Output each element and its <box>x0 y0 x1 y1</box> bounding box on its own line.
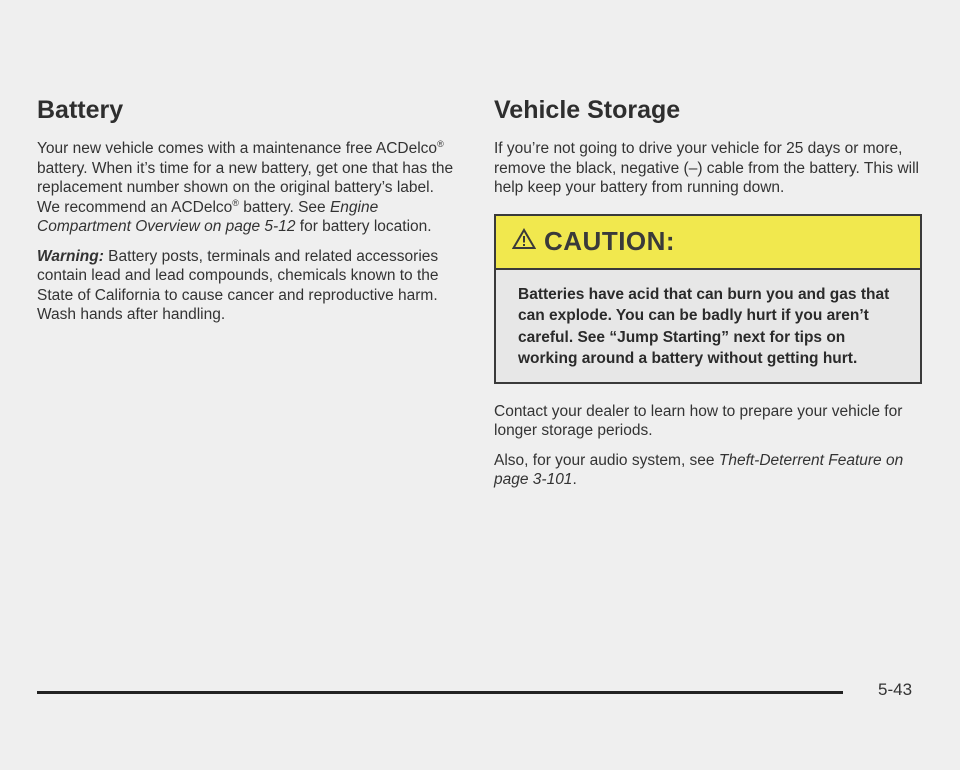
caution-box <box>494 214 922 384</box>
audio-paragraph <box>494 451 924 490</box>
contact-dealer-paragraph: Contact your dealer to learn how to prepare your vehicle for longer storage periods. <box>494 402 903 439</box>
storage-intro: If you’re not going to drive your vehicle for 25 days or more, remove the black, negative (–) cable from the battery. This will help keep your battery from running down. <box>494 140 920 196</box>
warning-text: Battery posts, terminals and related accessories contain lead and lead compounds, chemicals known to the State of California to cause cancer and reproductive harm. Wash hands after handling. <box>37 247 439 323</box>
warning-label: Warning: <box>37 247 104 265</box>
caution-header <box>496 216 920 270</box>
battery-text-1: Your new vehicle comes with a maintenance free ACDelco <box>37 140 438 157</box>
battery-text-3: battery. See <box>238 198 330 216</box>
caution-title: CAUTION: <box>544 226 676 256</box>
audio-text-end: . <box>572 471 577 488</box>
vehicle-storage-section <box>494 96 924 500</box>
footer-rule <box>37 691 843 694</box>
warning-triangle-icon <box>512 228 544 255</box>
battery-heading: Battery <box>37 96 124 124</box>
page-number: 5-43 <box>878 680 913 699</box>
battery-section <box>37 96 457 335</box>
audio-text: Also, for your audio system, see <box>494 451 719 469</box>
vehicle-storage-heading: Vehicle Storage <box>494 96 681 124</box>
battery-text-4: for battery location. <box>295 218 432 235</box>
warning-paragraph <box>37 247 457 325</box>
battery-paragraph <box>37 139 457 237</box>
battery-text-2: battery. When it’s time for a new battery, get one that has the replacement number shown on the original battery’s label. We recommend an ACDelco <box>37 159 454 216</box>
theft-deterrent-reference: Theft-Deterrent Feature on page 3-101 <box>494 451 904 488</box>
caution-body: Batteries have acid that can burn you and gas that can explode. You can be badly hurt if you aren’t careful. See “Jump Starting” next for tips on working around a battery without getting hurt. <box>518 285 890 367</box>
registered-mark: ® <box>437 138 444 149</box>
engine-compartment-reference: Engine Compartment Overview on page 5-12 <box>37 198 379 235</box>
registered-mark: ® <box>232 197 239 208</box>
